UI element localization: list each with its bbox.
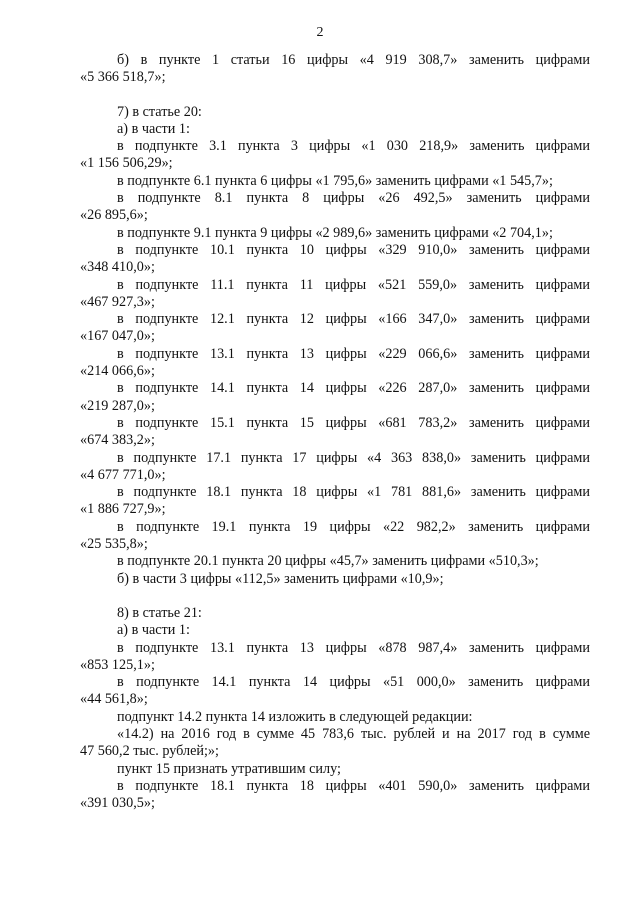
paragraph: «167 047,0»; [80, 328, 155, 345]
paragraph: «467 927,3»; [80, 293, 155, 310]
paragraph: в подпункте 13.1 пункта 13 цифры «229 066,6» заменить цифрами [117, 345, 590, 362]
paragraph: «1 156 506,29»; [80, 155, 173, 172]
page-number: 2 [316, 25, 324, 40]
paragraph: «1 886 727,9»; [80, 501, 166, 518]
paragraph: в подпункте 6.1 пункта 6 цифры «1 795,6» заменить цифрами «1 545,7»; [117, 172, 553, 189]
paragraph: «14.2) на 2016 год в сумме 45 783,6 тыс. рублей и на 2017 год в сумме [117, 725, 590, 742]
paragraph: в подпункте 8.1 пункта 8 цифры «26 492,5» заменить цифрами [117, 190, 590, 207]
paragraph: «44 561,8»; [80, 691, 148, 708]
paragraph: а) в части 1: [117, 120, 190, 137]
paragraph: в подпункте 15.1 пункта 15 цифры «681 783,2» заменить цифрами [117, 414, 590, 431]
paragraph: «219 287,0»; [80, 397, 155, 414]
paragraph: в подпункте 14.1 пункта 14 цифры «51 000,0» заменить цифрами [117, 674, 590, 691]
paragraph: «348 410,0»; [80, 259, 155, 276]
paragraph: в подпункте 3.1 пункта 3 цифры «1 030 218,9» заменить цифрами [117, 138, 590, 155]
paragraph: «214 066,6»; [80, 363, 155, 380]
paragraph-spacer [80, 588, 590, 605]
paragraph: пункт 15 признать утратившим силу; [117, 760, 341, 777]
paragraph: в подпункте 11.1 пункта 11 цифры «521 559,0» заменить цифрами [117, 276, 590, 293]
paragraph: «26 895,6»; [80, 207, 148, 224]
paragraph: 7) в статье 20: [117, 103, 202, 120]
paragraph: «853 125,1»; [80, 656, 155, 673]
paragraph: подпункт 14.2 пункта 14 изложить в следующей редакции: [117, 708, 473, 725]
paragraph: в подпункте 18.1 пункта 18 цифры «1 781 881,6» заменить цифрами [117, 484, 590, 501]
paragraph: «674 383,2»; [80, 432, 155, 449]
paragraph: в подпункте 17.1 пункта 17 цифры «4 363 838,0» заменить цифрами [117, 449, 590, 466]
paragraph: в подпункте 14.1 пункта 14 цифры «226 287,0» заменить цифрами [117, 380, 590, 397]
paragraph: б) в части 3 цифры «112,5» заменить цифрами «10,9»; [117, 570, 444, 587]
paragraph: 47 560,2 тыс. рублей;»; [80, 743, 219, 760]
paragraph: «25 535,8»; [80, 536, 148, 553]
paragraph: в подпункте 20.1 пункта 20 цифры «45,7» заменить цифрами «510,3»; [117, 553, 539, 570]
paragraph: «4 677 771,0»; [80, 466, 166, 483]
paragraph: «391 030,5»; [80, 795, 155, 812]
paragraph: в подпункте 9.1 пункта 9 цифры «2 989,6» заменить цифрами «2 704,1»; [117, 224, 553, 241]
paragraph: в подпункте 18.1 пункта 18 цифры «401 590,0» заменить цифрами [117, 777, 590, 794]
paragraph: в подпункте 10.1 пункта 10 цифры «329 910,0» заменить цифрами [117, 241, 590, 258]
paragraph: в подпункте 13.1 пункта 13 цифры «878 987,4» заменить цифрами [117, 639, 590, 656]
paragraph: в подпункте 12.1 пункта 12 цифры «166 347,0» заменить цифрами [117, 311, 590, 328]
paragraph-spacer [80, 87, 590, 104]
paragraph: «5 366 518,7»; [80, 69, 166, 86]
paragraph: б) в пункте 1 статьи 16 цифры «4 919 308,7» заменить цифрами [117, 52, 590, 68]
document-body [80, 52, 590, 812]
paragraph: в подпункте 19.1 пункта 19 цифры «22 982,2» заменить цифрами [117, 518, 590, 535]
paragraph: 8) в статье 21: [117, 604, 202, 621]
paragraph: а) в части 1: [117, 622, 190, 639]
